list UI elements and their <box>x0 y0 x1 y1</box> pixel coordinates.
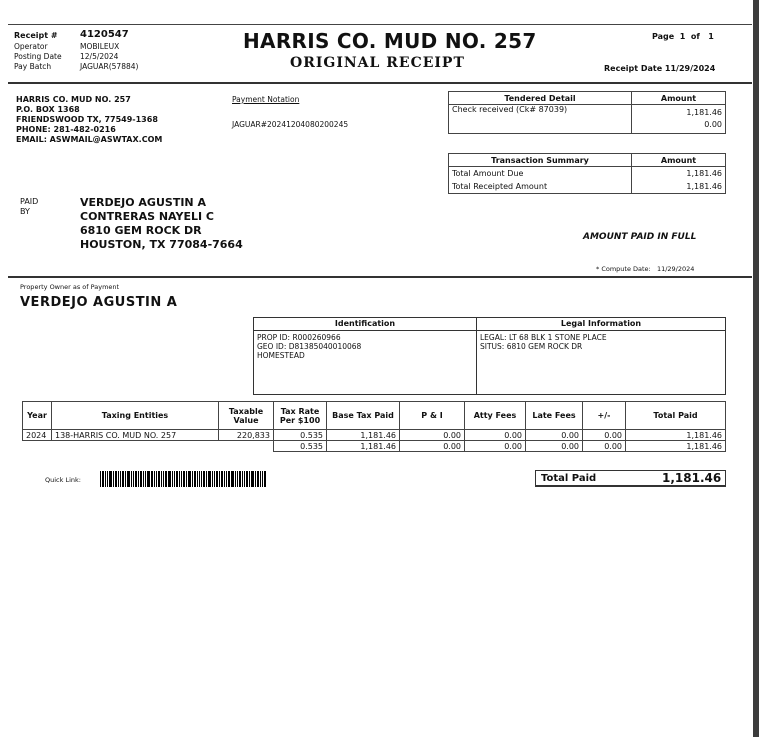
tendered-detail-table <box>448 91 726 134</box>
office-line: HARRIS CO. MUD NO. 257 <box>16 95 131 104</box>
summary-row-amount: 1,181.46 <box>632 167 726 181</box>
barcode-bar <box>113 471 114 487</box>
barcode-bar <box>174 471 175 487</box>
tax-detail-table <box>22 401 726 452</box>
quick-link-barcode[interactable] <box>100 471 296 487</box>
compute-date: * Compute Date: 11/29/2024 <box>596 265 695 273</box>
window-edge <box>753 0 759 737</box>
office-line: EMAIL: ASWMAIL@ASWTAX.COM <box>16 135 163 144</box>
barcode-bar <box>109 471 112 487</box>
cell-base-tax: 1,181.46 <box>327 430 400 441</box>
total-atty-fees: 0.00 <box>465 441 526 452</box>
barcode-bar <box>255 471 256 487</box>
col-tax-rate: Tax Rate Per $100 <box>274 402 327 430</box>
payer-line: HOUSTON, TX 77084-7664 <box>80 238 243 251</box>
barcode-bar <box>208 471 211 487</box>
col-taxable-value: Taxable Value <box>219 402 274 430</box>
summary-amount-header: Amount <box>632 154 726 167</box>
summary-row-amount: 1,181.46 <box>632 180 726 194</box>
barcode-bar <box>145 471 146 487</box>
barcode-bar <box>214 471 215 487</box>
paid-in-full-status: AMOUNT PAID IN FULL <box>583 232 697 242</box>
barcode-bar <box>165 471 167 487</box>
summary-row-label: Total Receipted Amount <box>449 180 632 194</box>
barcode-bar <box>201 471 202 487</box>
col-p-and-i: P & I <box>400 402 465 430</box>
office-line: PHONE: 281-482-0216 <box>16 125 116 134</box>
operator-value: MOBILEUX <box>80 42 120 51</box>
barcode-bar <box>235 471 236 487</box>
posting-date-value: 12/5/2024 <box>80 52 119 61</box>
cell-p-and-i: 0.00 <box>400 430 465 441</box>
col-atty-fees: Atty Fees <box>465 402 526 430</box>
payment-notation-label: Payment Notation <box>232 95 300 104</box>
barcode-bar <box>242 471 243 487</box>
exemption: HOMESTEAD <box>257 351 305 360</box>
owner-name: VERDEJO AGUSTIN A <box>20 295 178 310</box>
barcode-bar <box>156 471 157 487</box>
receipt-number: 4120547 <box>80 29 129 40</box>
situs-address: SITUS: 6810 GEM ROCK DR <box>480 342 583 351</box>
total-plus-minus: 0.00 <box>583 441 626 452</box>
tendered-amount-header: Amount <box>632 92 726 105</box>
barcode-bar <box>251 471 254 487</box>
by-label: BY <box>20 207 30 216</box>
barcode-bar <box>183 471 185 487</box>
tendered-amount-2: 0.00 <box>704 120 722 129</box>
barcode-bar <box>163 471 164 487</box>
barcode-bar <box>219 471 220 487</box>
barcode-bar <box>131 471 132 487</box>
section-rule <box>8 276 752 278</box>
quick-link-label: Quick Link: <box>45 476 81 484</box>
barcode-bar <box>192 471 193 487</box>
geo-id: GEO ID: D81385040010068 <box>257 342 362 351</box>
barcode-bar <box>100 471 101 487</box>
barcode-bar <box>216 471 218 487</box>
tendered-check-label: Check received (Ck# 87039) <box>449 105 632 134</box>
barcode-bar <box>206 471 207 487</box>
payer-line: CONTRERAS NAYELI C <box>80 210 215 223</box>
totals-row <box>23 441 726 452</box>
payment-notation-value: JAGUAR#20241204080200245 <box>232 120 349 129</box>
barcode-bar <box>224 471 225 487</box>
total-late-fees: 0.00 <box>526 441 583 452</box>
barcode-bar <box>212 471 213 487</box>
barcode-bar <box>176 471 178 487</box>
barcode-bar <box>143 471 144 487</box>
legal-description: LEGAL: LT 68 BLK 1 STONE PLACE <box>480 333 607 342</box>
tendered-amount: 1,181.46 <box>686 108 722 117</box>
receipt-subtitle: ORIGINAL RECEIPT <box>290 55 465 71</box>
page-info: Page 1 of 1 <box>652 32 714 41</box>
paid-label: PAID <box>20 197 39 206</box>
barcode-bar <box>147 471 150 487</box>
payer-address <box>80 196 243 252</box>
barcode-bar <box>102 471 104 487</box>
pay-batch-label: Pay Batch <box>14 62 52 71</box>
barcode-bar <box>237 471 238 487</box>
barcode-bar <box>257 471 259 487</box>
barcode-bar <box>133 471 134 487</box>
barcode-bar <box>262 471 263 487</box>
office-line: P.O. BOX 1368 <box>16 105 80 114</box>
col-year: Year <box>23 402 52 430</box>
barcode-bar <box>249 471 250 487</box>
barcode-bar <box>226 471 227 487</box>
cell-taxable-value: 220,833 <box>219 430 274 441</box>
barcode-bar <box>120 471 121 487</box>
identification-title: Identification <box>254 318 476 331</box>
cell-entity: 138-HARRIS CO. MUD NO. 257 <box>52 430 219 441</box>
total-p-and-i: 0.00 <box>400 441 465 452</box>
barcode-bar <box>199 471 200 487</box>
tendered-amount-cell <box>632 105 726 134</box>
operator-label: Operator <box>14 42 48 51</box>
cell-atty-fees: 0.00 <box>465 430 526 441</box>
col-plus-minus: +/- <box>583 402 626 430</box>
barcode-bar <box>172 471 173 487</box>
barcode-bar <box>228 471 230 487</box>
cell-year: 2024 <box>23 430 52 441</box>
legal-body <box>477 331 725 353</box>
barcode-bar <box>135 471 137 487</box>
barcode-bar <box>140 471 142 487</box>
tendered-detail-header: Tendered Detail <box>449 92 632 105</box>
barcode-bar <box>118 471 119 487</box>
total-paid-box <box>535 470 726 487</box>
barcode-bar <box>179 471 180 487</box>
cell-late-fees: 0.00 <box>526 430 583 441</box>
header-rule <box>8 82 752 84</box>
table-row <box>23 430 726 441</box>
transaction-summary-table <box>448 153 726 194</box>
col-base-tax-paid: Base Tax Paid <box>327 402 400 430</box>
barcode-bar <box>161 471 162 487</box>
barcode-bar <box>188 471 191 487</box>
summary-row-label: Total Amount Due <box>449 167 632 181</box>
total-base-tax: 1,181.46 <box>327 441 400 452</box>
barcode-bar <box>264 471 266 487</box>
col-taxing-entities: Taxing Entities <box>52 402 219 430</box>
cell-total-paid: 1,181.46 <box>626 430 726 441</box>
total-tax-rate: 0.535 <box>274 441 327 452</box>
barcode-bar <box>203 471 205 487</box>
owner-label: Property Owner as of Payment <box>20 283 120 291</box>
barcode-bar <box>239 471 241 487</box>
barcode-bar <box>194 471 196 487</box>
col-total-paid: Total Paid <box>626 402 726 430</box>
col-late-fees: Late Fees <box>526 402 583 430</box>
barcode-bar <box>158 471 160 487</box>
barcode-bar <box>221 471 223 487</box>
barcode-bar <box>127 471 130 487</box>
barcode-bar <box>115 471 117 487</box>
barcode-bar <box>186 471 187 487</box>
district-title: HARRIS CO. MUD NO. 257 <box>243 29 537 53</box>
barcode-bar <box>107 471 108 487</box>
cell-plus-minus: 0.00 <box>583 430 626 441</box>
identification-box <box>253 317 477 395</box>
pay-batch-value: JAGUAR(57884) <box>80 62 139 71</box>
total-total-paid: 1,181.46 <box>626 441 726 452</box>
office-address <box>16 95 162 145</box>
identification-body <box>254 331 476 362</box>
barcode-bar <box>122 471 124 487</box>
legal-info-box <box>476 317 726 395</box>
barcode-bar <box>244 471 245 487</box>
barcode-bar <box>181 471 182 487</box>
cell-tax-rate: 0.535 <box>274 430 327 441</box>
barcode-bar <box>151 471 153 487</box>
barcode-bar <box>168 471 171 487</box>
total-paid-label: Total Paid <box>541 473 597 484</box>
posting-date-label: Posting Date <box>14 52 62 61</box>
barcode-bar <box>246 471 248 487</box>
payer-line: 6810 GEM ROCK DR <box>80 224 202 237</box>
total-paid-amount: 1,181.46 <box>662 471 722 485</box>
barcode-bar <box>125 471 126 487</box>
receipt-label: Receipt # <box>14 31 58 40</box>
office-line: FRIENDSWOOD TX, 77549-1368 <box>16 115 158 124</box>
summary-header: Transaction Summary <box>449 154 632 167</box>
top-rule <box>8 24 752 25</box>
payer-line: VERDEJO AGUSTIN A <box>80 196 206 209</box>
barcode-bar <box>138 471 139 487</box>
barcode-bar <box>154 471 155 487</box>
legal-title: Legal Information <box>477 318 725 331</box>
barcode-bar <box>197 471 198 487</box>
paid-by-label <box>20 197 38 217</box>
receipt-date: Receipt Date 11/29/2024 <box>604 64 716 73</box>
prop-id: PROP ID: R000260966 <box>257 333 341 342</box>
barcode-bar <box>105 471 106 487</box>
barcode-bar <box>231 471 234 487</box>
barcode-bar <box>260 471 261 487</box>
